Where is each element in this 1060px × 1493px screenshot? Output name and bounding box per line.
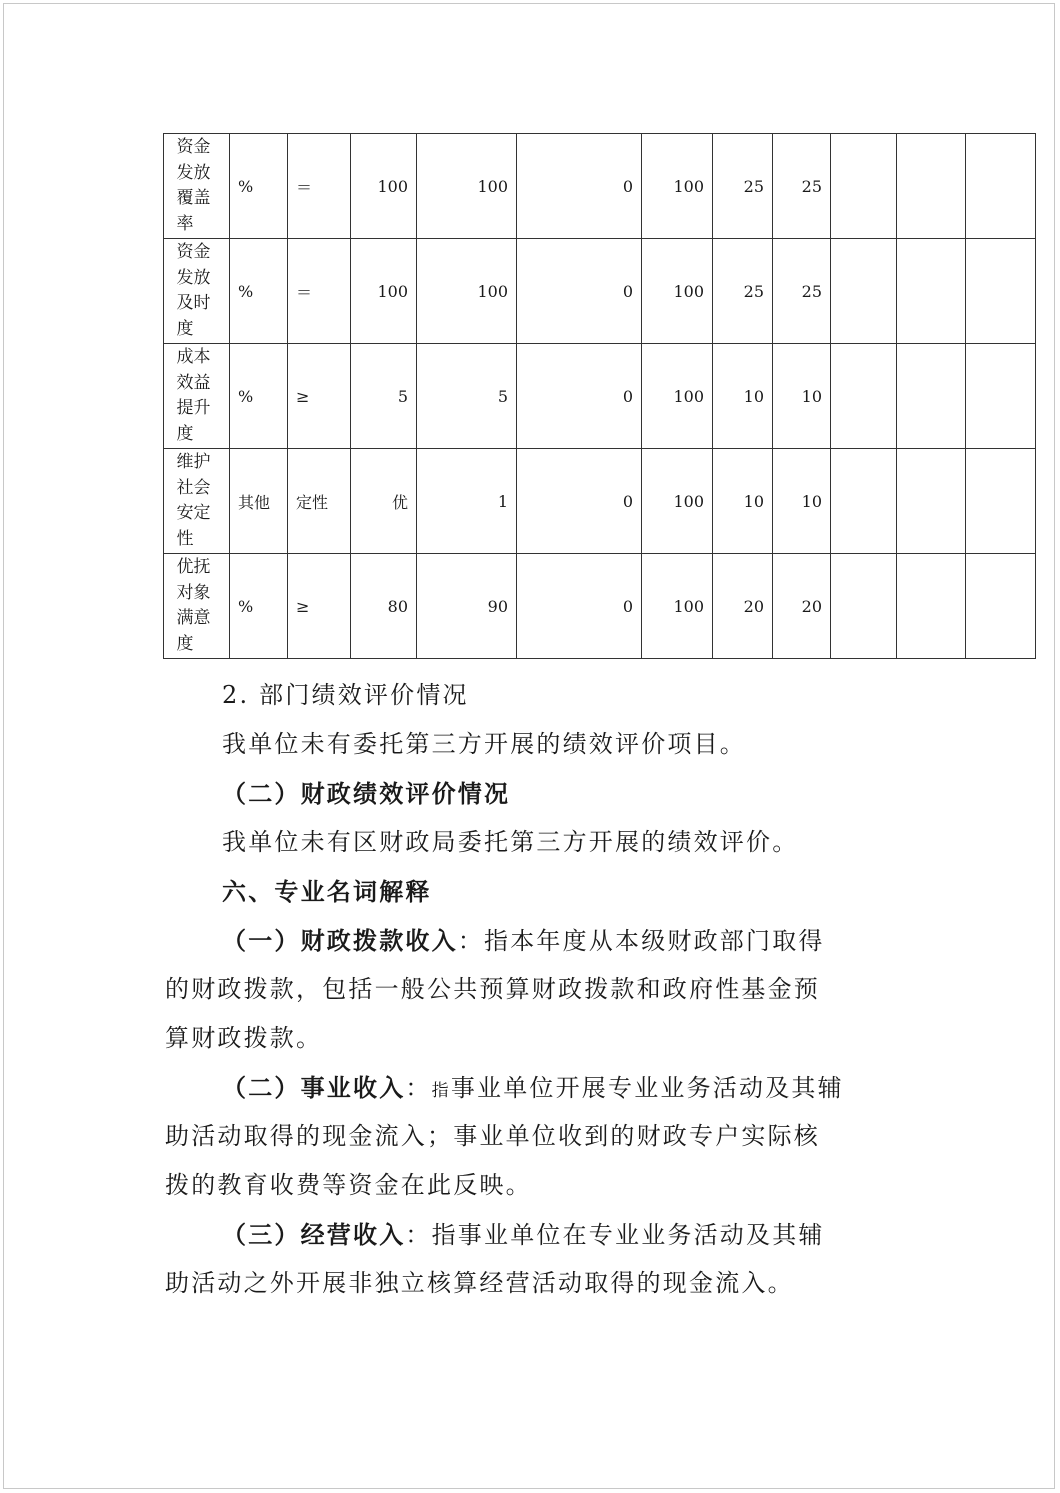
glossary-item-3-line-2: 助活动之外开展非独立核算经营活动取得的现金流入。	[165, 1269, 794, 1297]
cell-dev: 0	[517, 449, 642, 554]
cell-rate: 100	[642, 134, 713, 239]
glossary-item-1-line-3: 算财政拨款。	[165, 1024, 323, 1052]
cell-target: 5	[351, 344, 417, 449]
cell-op: ＝	[288, 134, 351, 239]
cell-target: 100	[351, 134, 417, 239]
cell-actual: 100	[417, 134, 517, 239]
cell-e1	[831, 449, 897, 554]
glossary-item-2-line-1: （二）事业收入：指事业单位开展专业业务活动及其辅	[222, 1073, 844, 1102]
cell-e3	[966, 344, 1036, 449]
cell-e2	[897, 134, 966, 239]
cell-e3	[966, 449, 1036, 554]
cell-actual: 90	[417, 554, 517, 659]
fin-eval-body: 我单位未有区财政局委托第三方开展的绩效评价。	[222, 828, 799, 856]
glossary-item-2-line-3: 拨的教育收费等资金在此反映。	[165, 1171, 532, 1199]
cell-weight: 10	[713, 344, 773, 449]
cell-e1	[831, 344, 897, 449]
cell-actual: 5	[417, 344, 517, 449]
cell-op: ≥	[288, 554, 351, 659]
cell-e2	[897, 239, 966, 344]
cell-unit: 其他	[230, 449, 288, 554]
table-row	[164, 449, 1036, 554]
cell-e1	[831, 554, 897, 659]
cell-target: 100	[351, 239, 417, 344]
cell-target: 80	[351, 554, 417, 659]
cell-unit: %	[230, 554, 288, 659]
indicator-name: 维护社会安定性	[176, 452, 211, 549]
table-row	[164, 554, 1036, 659]
glossary-term-3: （三）经营收入	[222, 1220, 406, 1249]
cell-dev: 0	[517, 134, 642, 239]
cell-score: 20	[773, 554, 831, 659]
cell-dev: 0	[517, 344, 642, 449]
fin-eval-heading: （二）财政绩效评价情况	[222, 779, 511, 808]
glossary-item-3-line-1: （三）经营收入：指事业单位在专业业务活动及其辅	[222, 1220, 825, 1249]
dept-eval-heading: 2. 部门绩效评价情况	[222, 681, 469, 709]
performance-table	[163, 133, 1036, 659]
cell-target: 优	[351, 449, 417, 554]
glossary-term-2: （二）事业收入	[222, 1073, 406, 1102]
performance-table-body	[164, 134, 1036, 659]
cell-weight: 25	[713, 134, 773, 239]
indicator-name: 成本效益提升度	[176, 347, 211, 444]
cell-e2	[897, 344, 966, 449]
cell-op: ＝	[288, 239, 351, 344]
cell-score: 25	[773, 239, 831, 344]
cell-rate: 100	[642, 554, 713, 659]
cell-rate: 100	[642, 239, 713, 344]
indicator-name: 优抚对象满意度	[176, 557, 211, 654]
dept-eval-body: 我单位未有委托第三方开展的绩效评价项目。	[222, 730, 746, 758]
cell-e1	[831, 239, 897, 344]
cell-e1	[831, 134, 897, 239]
table-row	[164, 134, 1036, 239]
table-row	[164, 239, 1036, 344]
glossary-item-2-line-2: 助活动取得的现金流入；事业单位收到的财政专户实际核	[165, 1122, 820, 1150]
glossary-term-1: （一）财政拨款收入	[222, 926, 458, 955]
cell-score: 25	[773, 134, 831, 239]
cell-score: 10	[773, 449, 831, 554]
cell-e3	[966, 554, 1036, 659]
cell-actual: 1	[417, 449, 517, 554]
glossary-item-1-line-1: （一）财政拨款收入：指本年度从本级财政部门取得	[222, 926, 825, 955]
cell-weight: 10	[713, 449, 773, 554]
cell-rate: 100	[642, 344, 713, 449]
cell-dev: 0	[517, 239, 642, 344]
cell-dev: 0	[517, 554, 642, 659]
cell-e3	[966, 239, 1036, 344]
cell-e3	[966, 134, 1036, 239]
cell-name	[164, 554, 230, 659]
indicator-name: 资金发放覆盖率	[176, 137, 211, 234]
cell-op: 定性	[288, 449, 351, 554]
cell-rate: 100	[642, 449, 713, 554]
cell-actual: 100	[417, 239, 517, 344]
cell-unit: %	[230, 134, 288, 239]
indicator-name: 资金发放及时度	[176, 242, 211, 339]
table-row	[164, 344, 1036, 449]
cell-weight: 20	[713, 554, 773, 659]
cell-unit: %	[230, 239, 288, 344]
cell-e2	[897, 449, 966, 554]
cell-name	[164, 134, 230, 239]
glossary-heading: 六、专业名词解释	[222, 877, 432, 906]
cell-op: ≥	[288, 344, 351, 449]
cell-unit: %	[230, 344, 288, 449]
glossary-item-1-line-2: 的财政拨款，包括一般公共预算财政拨款和政府性基金预	[165, 975, 820, 1003]
cell-e2	[897, 554, 966, 659]
cell-weight: 25	[713, 239, 773, 344]
cell-score: 10	[773, 344, 831, 449]
cell-name	[164, 239, 230, 344]
cell-name	[164, 344, 230, 449]
cell-name	[164, 449, 230, 554]
